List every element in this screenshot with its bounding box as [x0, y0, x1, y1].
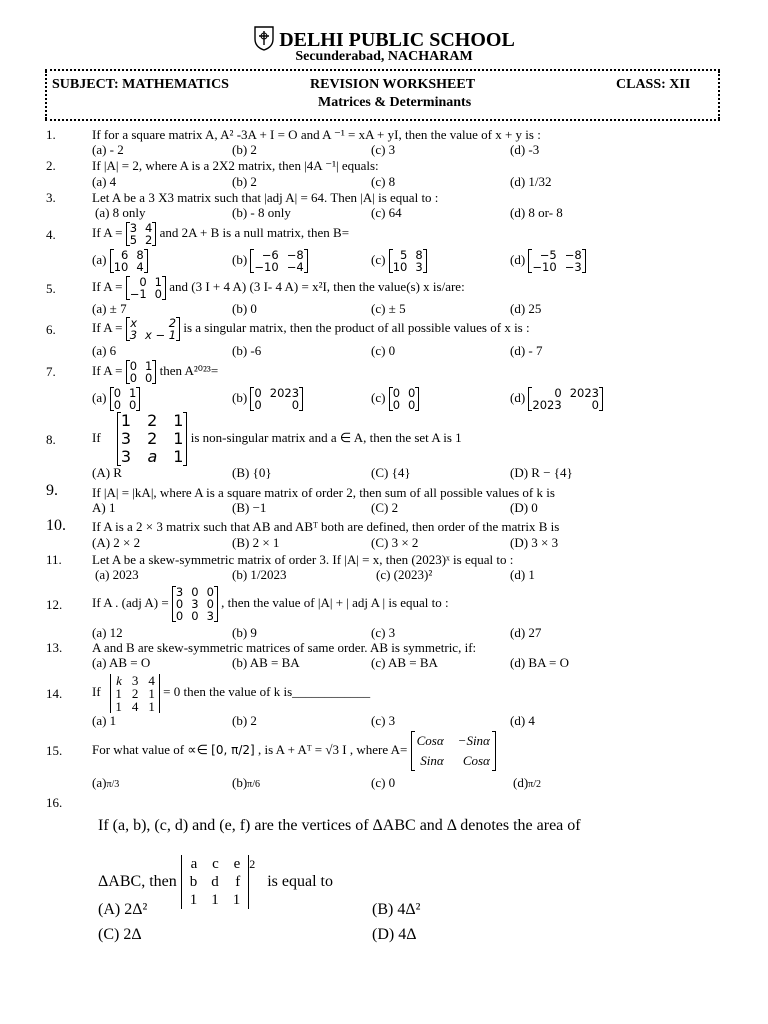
question-text: Let A be a skew-symmetric matrix of order 3. If |A| = x, then (2023)ˣ is equal to : [92, 552, 514, 567]
option-b: (b) 0 2023 0 0 [232, 384, 303, 412]
question-text: For what value of ∝∈ [0, π/2] , is A + Aᵀ = √3 I , where A= Cosα −Sinα Sinα Cosα [92, 727, 496, 773]
option-c: (C) 3 × 2 [371, 535, 419, 550]
option-d: (d) 4 [510, 713, 535, 728]
option-b: (B) 2 × 1 [232, 535, 280, 550]
option-b: (b) 0 [232, 301, 257, 316]
option-d: (d) -3 [510, 142, 540, 157]
option-b: (b)π/6 [232, 775, 260, 790]
question-number: 7. [46, 364, 56, 379]
option-d: (d) 27 [510, 625, 542, 640]
question-text: If |A| = 2, where A is a 2X2 matrix, then |4A ⁻¹| equals: [92, 158, 379, 173]
question-number: 6. [46, 322, 56, 337]
option-d: (D) 4Δ [372, 926, 417, 943]
question-text: If |A| = |kA|, where A is a square matrix of order 2, then sum of all possible values of k is [92, 485, 555, 500]
question-number: 3. [46, 190, 56, 205]
option-a: (a) 2023 [95, 567, 139, 582]
option-a: A) 1 [92, 500, 116, 515]
option-b: (b) 2 [232, 713, 257, 728]
option-c: (C) 2Δ [98, 926, 142, 943]
option-d: (d) 1/32 [510, 174, 552, 189]
question-number: 9. [46, 482, 58, 499]
option-d: (d) BA = O [510, 655, 569, 670]
option-b: (B) −1 [232, 500, 267, 515]
class-label: CLASS: XII [616, 77, 691, 92]
option-c: (c) 8 [371, 174, 396, 189]
option-d: (D) 0 [510, 500, 538, 515]
question-text-2: ΔABC, then a c e b d f 1 1 1 $^2$ is equal to [98, 856, 333, 909]
question-number: 10. [46, 517, 66, 534]
question-number: 11. [46, 552, 62, 567]
option-c: (c) 0 [371, 775, 396, 790]
question-number: 13. [46, 640, 63, 655]
option-a: (a) 8 only [95, 205, 146, 220]
option-d: (d)π/2 [513, 775, 541, 790]
option-b: (b) 9 [232, 625, 257, 640]
option-c: (c) 5 8 10 3 [371, 246, 427, 274]
option-d: (D) R − {4} [510, 465, 573, 480]
option-c: (c) 64 [371, 205, 402, 220]
question-text: A and B are skew-symmetric matrices of same order. AB is symmetric, if: [92, 640, 477, 655]
question-number: 8. [46, 432, 56, 447]
matrix-A: 3 4 5 2 [126, 222, 157, 246]
question-text: If 1 2 1 3 2 1 3 a 1 is non-singular matrix and a ∈ A, then the set A is 1 [92, 411, 462, 467]
option-a: (a) 12 [92, 625, 123, 640]
option-c: (c) 0 [371, 343, 396, 358]
option-c: (c) ± 5 [371, 301, 406, 316]
option-d: (d) 25 [510, 301, 542, 316]
option-a: (A) 2 × 2 [92, 535, 141, 550]
option-a: (a)π/3 [92, 775, 120, 790]
option-a: (a) ± 7 [92, 301, 127, 316]
question-number: 16. [46, 795, 63, 810]
option-b: (b) -6 [232, 343, 262, 358]
option-c: (C) 2 [371, 500, 399, 515]
option-a: (a) 6 8 10 4 [92, 246, 148, 274]
question-text: If k 3 4 1 2 1 1 4 1 = 0 then the value of k is____________ [92, 672, 371, 714]
option-b: (b) 2 [232, 142, 257, 157]
subject-label: SUBJECT: MATHEMATICS [52, 77, 229, 92]
option-a: (a) 6 [92, 343, 117, 358]
option-a: (a) - 2 [92, 142, 124, 157]
option-c: (C) {4} [371, 465, 411, 480]
option-c: (c) 3 [371, 713, 396, 728]
option-a: (A) R [92, 465, 122, 480]
question-number: 2. [46, 158, 56, 173]
question-text: If A = x 2 3 x − 1 is a singular matrix, then the product of all possible values of x is : [92, 316, 530, 343]
option-a: (a) 1 [92, 713, 117, 728]
question-number: 1. [46, 127, 56, 142]
option-d: (d) 0 2023 2023 0 [510, 384, 603, 412]
option-a: (a) 4 [92, 174, 117, 189]
question-text: Let A be a 3 X3 matrix such that |adj A| = 64. Then |A| is equal to : [92, 190, 439, 205]
option-d: (d) 8 or- 8 [510, 205, 563, 220]
option-c: (c) (2023)² [376, 567, 433, 582]
question-text: If for a square matrix A, A² -3A + I = O and A ⁻¹ = xA + yI, then the value of x + y is : [92, 127, 541, 142]
question-number: 4. [46, 227, 56, 242]
school-name: DELHI PUBLIC SCHOOL [0, 25, 768, 52]
question-text: If A is a 2 × 3 matrix such that AB and ABᵀ both are defined, then order of the matrix B is [92, 519, 560, 534]
option-c: (c) 3 [371, 625, 396, 640]
option-a: (a) 0 1 0 0 [92, 384, 140, 412]
option-a: (A) 2Δ² [98, 901, 148, 918]
question-text: If A = 3 4 5 2 and 2A + B is a null matrix, then B= [92, 221, 350, 248]
option-a: (a) AB = O [92, 655, 151, 670]
option-b: (B) 4Δ² [372, 901, 421, 918]
option-c: (c) 0 0 0 0 [371, 384, 419, 412]
school-branch: Secunderabad, NACHARAM [295, 49, 473, 64]
option-d: (D) 3 × 3 [510, 535, 559, 550]
question-text: If A . (adj A) = 3 0 0 0 3 0 0 0 3 , then the value of |A| + | adj A | is equal to : [92, 585, 449, 624]
option-c: (c) 3 [371, 142, 396, 157]
question-number: 12. [46, 597, 63, 612]
option-b: (b) −6 −8 −10 −4 [232, 246, 308, 274]
question-text: If (a, b), (c, d) and (e, f) are the vertices of ΔABC and Δ denotes the area of [98, 817, 581, 834]
question-text: If A = 0 1 −1 0 and (3 I + 4 A) (3 I- 4 A) = x²I, then the value(s) x is/are: [92, 275, 465, 302]
question-text: If A = 0 1 0 0 then A²⁰²³= [92, 359, 219, 386]
option-d: (d) −5 −8 −10 −3 [510, 246, 586, 274]
option-c: (c) AB = BA [371, 655, 438, 670]
question-number: 5. [46, 281, 56, 296]
worksheet-title: REVISION WORKSHEET [310, 77, 476, 92]
option-d: (d) 1 [510, 567, 535, 582]
option-b: (b) 1/2023 [232, 567, 287, 582]
topic-title: Matrices & Determinants [318, 95, 472, 110]
question-number: 15. [46, 743, 63, 758]
option-b: (b) 2 [232, 174, 257, 189]
option-b: (b) AB = BA [232, 655, 300, 670]
option-b: (B) {0} [232, 465, 272, 480]
option-b: (b) - 8 only [232, 205, 291, 220]
school-logo-icon [253, 25, 275, 51]
option-d: (d) - 7 [510, 343, 543, 358]
question-number: 14. [46, 686, 63, 701]
